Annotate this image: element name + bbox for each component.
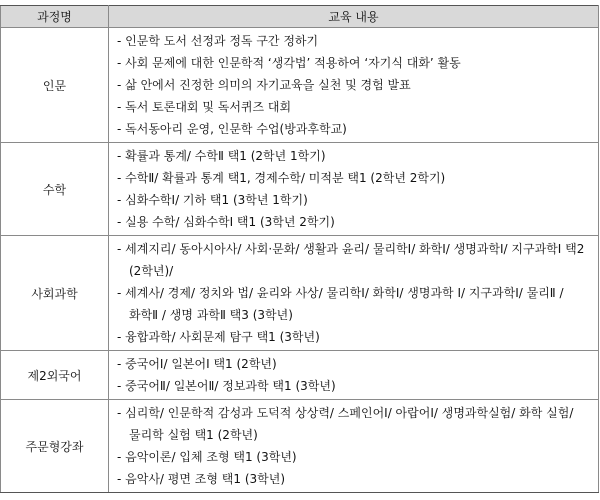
content-list: [117, 30, 594, 140]
list-item: - 세계지리/ 동아시아사/ 사회·문화/ 생활과 윤리/ 물리학Ⅰ/ 화학Ⅰ/ 생명과학Ⅰ/ 지구과학Ⅰ 택2 (2학년)/: [117, 238, 594, 282]
list-item: - 실용 수학/ 심화수학Ⅰ 택1 (3학년 2학기): [117, 211, 594, 233]
list-item: - 인문학 도서 선정과 정독 구간 정하기: [117, 30, 594, 52]
course-content: [109, 143, 599, 236]
list-item: - 심화수학Ⅰ/ 기하 택1 (3학년 1학기): [117, 189, 594, 211]
course-content: [109, 28, 599, 143]
course-name: 사회과학: [1, 236, 109, 351]
content-list: [117, 145, 594, 233]
course-name: 인문: [1, 28, 109, 143]
table-row-math: [1, 143, 599, 236]
list-item: - 음악이론/ 입체 조형 택1 (3학년): [117, 446, 594, 468]
course-name: 수학: [1, 143, 109, 236]
list-item: - 확률과 통계/ 수학Ⅱ 택1 (2학년 1학기): [117, 145, 594, 167]
list-item: - 심리학/ 인문학적 감성과 도덕적 상상력/ 스페인어Ⅰ/ 아랍어Ⅰ/ 생명과학실험/ 화학 실험/ 물리학 실험 택1 (2학년): [117, 402, 594, 446]
course-content: [109, 236, 599, 351]
list-item: - 사회 문제에 대한 인문학적 ‘생각법’ 적용하여 ‘자기식 대화’ 활동: [117, 52, 594, 74]
header-course-name: 과정명: [1, 6, 109, 28]
table-row-social-science: [1, 236, 599, 351]
list-item: - 세계사/ 경제/ 정치와 법/ 윤리와 사상/ 물리학Ⅰ/ 화학Ⅰ/ 생명과학 Ⅰ/ 지구과학Ⅰ/ 물리Ⅱ / 화학Ⅱ / 생명 과학Ⅱ 택3 (3학년): [117, 282, 594, 326]
content-list: [117, 238, 594, 348]
list-item: - 독서 토론대회 및 독서퀴즈 대회: [117, 96, 594, 118]
list-item: - 수학Ⅱ/ 확률과 통계 택1, 경제수학/ 미적분 택1 (2학년 2학기): [117, 167, 594, 189]
table-row-humanities: [1, 28, 599, 143]
list-item: - 음악사/ 평면 조형 택1 (3학년): [117, 468, 594, 490]
header-course-content: 교육 내용: [109, 6, 599, 28]
list-item: - 중국어Ⅱ/ 일본어Ⅱ/ 정보과학 택1 (3학년): [117, 375, 594, 397]
list-item: - 삶 안에서 진정한 의미의 자기교육을 실천 및 경험 발표: [117, 74, 594, 96]
course-content: [109, 351, 599, 400]
list-item: - 중국어Ⅰ/ 일본어Ⅰ 택1 (2학년): [117, 353, 594, 375]
table-header-row: [1, 6, 599, 28]
curriculum-table: [0, 5, 599, 493]
list-item: - 독서동아리 운영, 인문학 수업(방과후학교): [117, 118, 594, 140]
table-row-on-demand: [1, 400, 599, 493]
course-name: 제2외국어: [1, 351, 109, 400]
table-row-second-language: [1, 351, 599, 400]
content-list: [117, 353, 594, 397]
course-content: [109, 400, 599, 493]
content-list: [117, 402, 594, 490]
list-item: - 융합과학/ 사회문제 탐구 택1 (3학년): [117, 326, 594, 348]
course-name: 주문형강좌: [1, 400, 109, 493]
